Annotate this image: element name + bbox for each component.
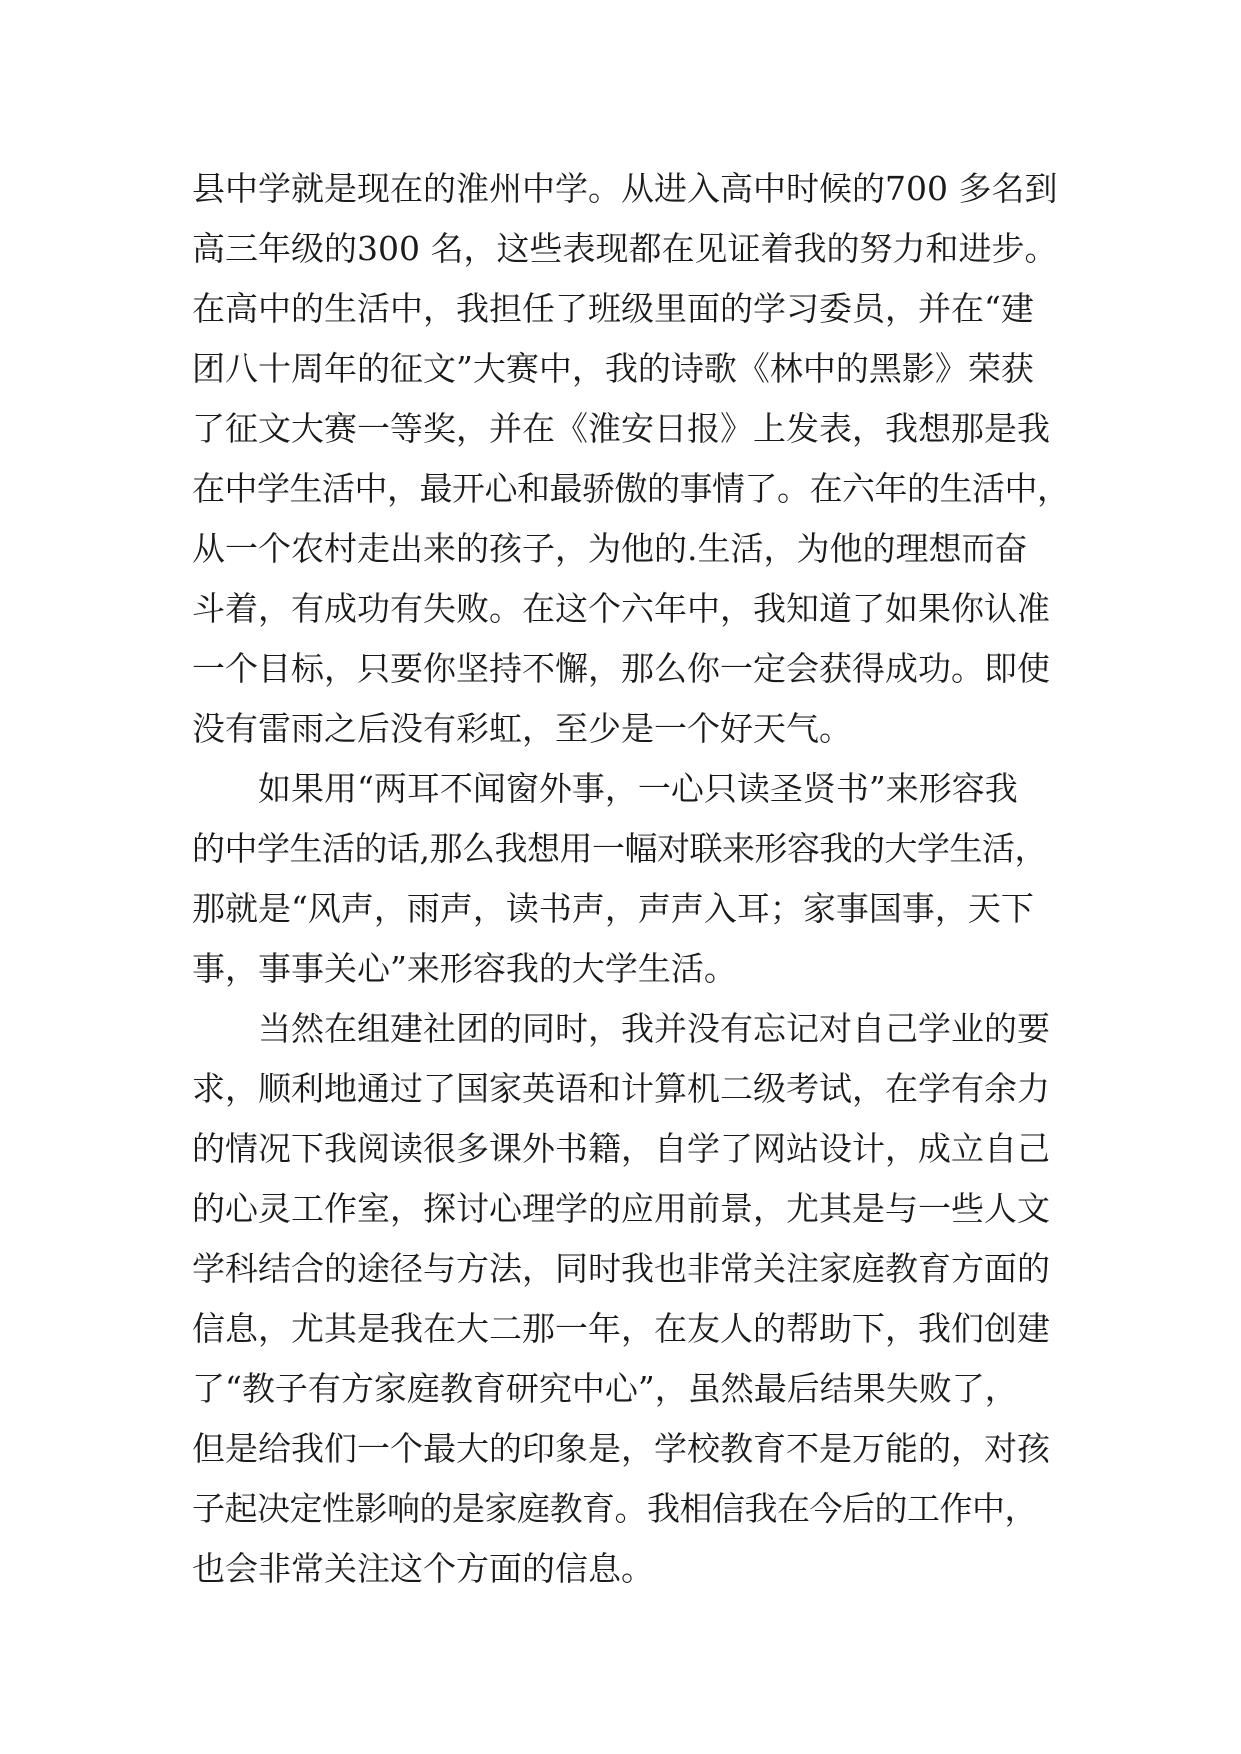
text-line: 子起决定性影响的是家庭教育。我相信我在今后的工作中， xyxy=(192,1489,1037,1528)
text-line: 了“教子有方家庭教育研究中心”，虽然最后结果失败了， xyxy=(192,1369,1018,1408)
text-line: 没有雷雨之后没有彩虹，至少是一个好天气。 xyxy=(192,709,852,748)
text-line: 从一个农村走出来的孩子，为他的.生活，为他的理想而奋 xyxy=(192,529,1028,568)
text-line: 的中学生活的话,那么我想用一幅对联来形容我的大学生活， xyxy=(192,829,1047,868)
text-line: 但是给我们一个最大的印象是，学校教育不是万能的，对孩 xyxy=(192,1429,1050,1468)
text-line: 求，顺利地通过了国家英语和计算机二级考试，在学有余力 xyxy=(192,1069,1050,1108)
text-line: 信息，尤其是我在大二那一年，在友人的帮助下，我们创建 xyxy=(192,1309,1050,1348)
paragraph-start-line: 当然在组建社团的同时，我并没有忘记对自己学业的要 xyxy=(258,1009,1050,1048)
text-line: 斗着，有成功有失败。在这个六年中，我知道了如果你认准 xyxy=(192,589,1050,628)
text-line: 高三年级的300 名，这些表现都在见证着我的努力和进步。 xyxy=(192,229,1058,268)
body-text xyxy=(192,159,1072,1599)
text-line: 也会非常关注这个方面的信息。 xyxy=(192,1549,654,1588)
text-line: 在中学生活中，最开心和最骄傲的事情了。在六年的生活中， xyxy=(192,469,1070,508)
text-line: 的情况下我阅读很多课外书籍，自学了网站设计，成立自己 xyxy=(192,1129,1050,1168)
text-line: 那就是“风声，雨声，读书声，声声入耳；家事国事，天下 xyxy=(192,889,1034,928)
text-line: 在高中的生活中，我担任了班级里面的学习委员，并在“建 xyxy=(192,289,1034,328)
text-line: 团八十周年的征文”大赛中，我的诗歌《林中的黑影》荣获 xyxy=(192,349,1034,388)
text-line: 的心灵工作室，探讨心理学的应用前景，尤其是与一些人文 xyxy=(192,1189,1050,1228)
text-line: 一个目标，只要你坚持不懈，那么你一定会获得成功。即使 xyxy=(192,649,1050,688)
text-line: 事，事事关心”来形容我的大学生活。 xyxy=(192,949,737,988)
text-line: 了征文大赛一等奖，并在《淮安日报》上发表，我想那是我 xyxy=(192,409,1050,448)
text-line: 县中学就是现在的淮州中学。从进入高中时候的700 多名到 xyxy=(192,169,1058,208)
paragraph-start-line: 如果用“两耳不闻窗外事，一心只读圣贤书”来形容我 xyxy=(258,769,1018,808)
text-line: 学科结合的途径与方法，同时我也非常关注家庭教育方面的 xyxy=(192,1249,1050,1288)
